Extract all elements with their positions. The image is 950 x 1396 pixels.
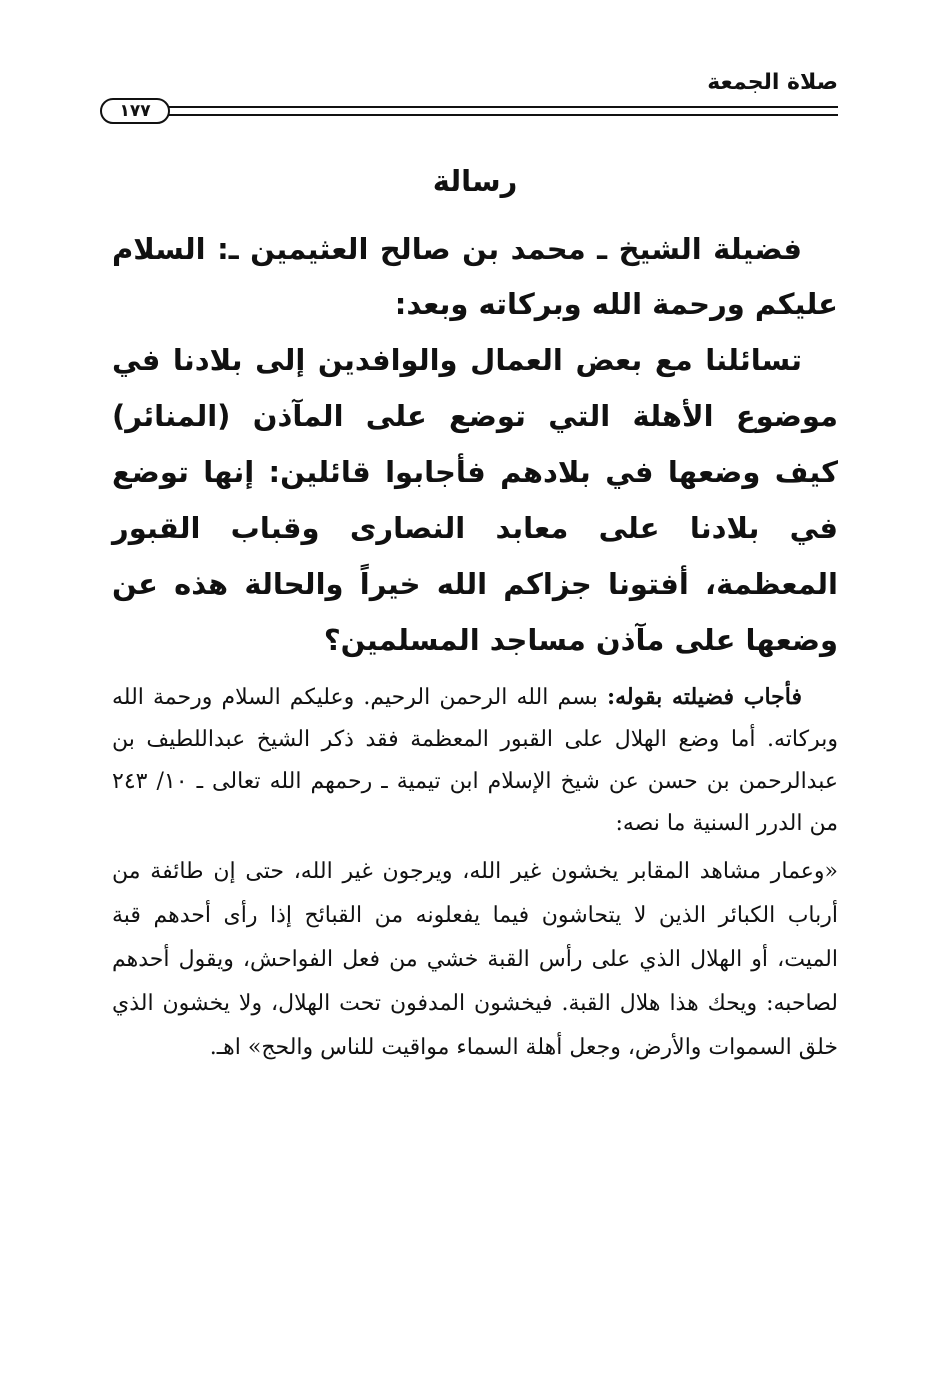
question-section [112,222,838,670]
answer-paragraph [112,677,838,844]
page-content [112,160,838,1070]
page-number: ١٧٧ [100,98,170,124]
document-title: رسالة [432,164,518,198]
page-header [100,62,838,132]
answer-text: بسم الله الرحمن الرحيم. وعليكم السلام ورحمة الله وبركاته. أما وضع الهلال على القبور المعظمة فقد ذكر الشيخ عبداللطيف بن عبدالرحمن بن حسن عن شيخ الإسلام ابن تيمية ـ رحمهم الله تعالى ـ ١٠/ ٢٤٣ من الدرر السنية ما نصه: [112,685,838,836]
question-greeting: فضيلة الشيخ ـ محمد بن صالح العثيمين ـ: السلام عليكم ورحمة الله وبركاته وبعد: [112,231,838,322]
answer-section [112,677,838,844]
question-body: تسائلنا مع بعض العمال والوافدين إلى بلادنا في موضوع الأهلة التي توضع على المآذن (المنائر) كيف وضعها في بلادهم فأجابوا قائلين: إنها توضع في بلادنا على معابد النصارى وقباب القبور المعظمة، أفتونا جزاكم الله خيراً والحالة هذه عن وضعها على مآذن مساجد المسلمين؟ [112,343,838,658]
running-title: صلاة الجمعة [707,70,838,95]
answer-lead: فأجاب فضيلته بقوله: [607,684,802,711]
header-rule [168,106,838,116]
quoted-passage [112,850,838,1070]
quote-text: «وعمار مشاهد المقابر يخشون غير الله، ويرجون غير الله، حتى إن طائفة من أرباب الكبائر الذين لا يتحاشون فيما يفعلونه من القبائح إذا رأى أحدهم قبة الميت، أو الهلال الذي على رأس القبة خشي من فعل الفواحش، ويقول أحدهم لصاحبه: ويحك هذا هلال القبة. فيخشون المدفون تحت الهلال، ولا يخشون الذي خلق السموات والأرض، وجعل أهلة السماء مواقيت للناس والحج» اهـ. [112,859,838,1061]
